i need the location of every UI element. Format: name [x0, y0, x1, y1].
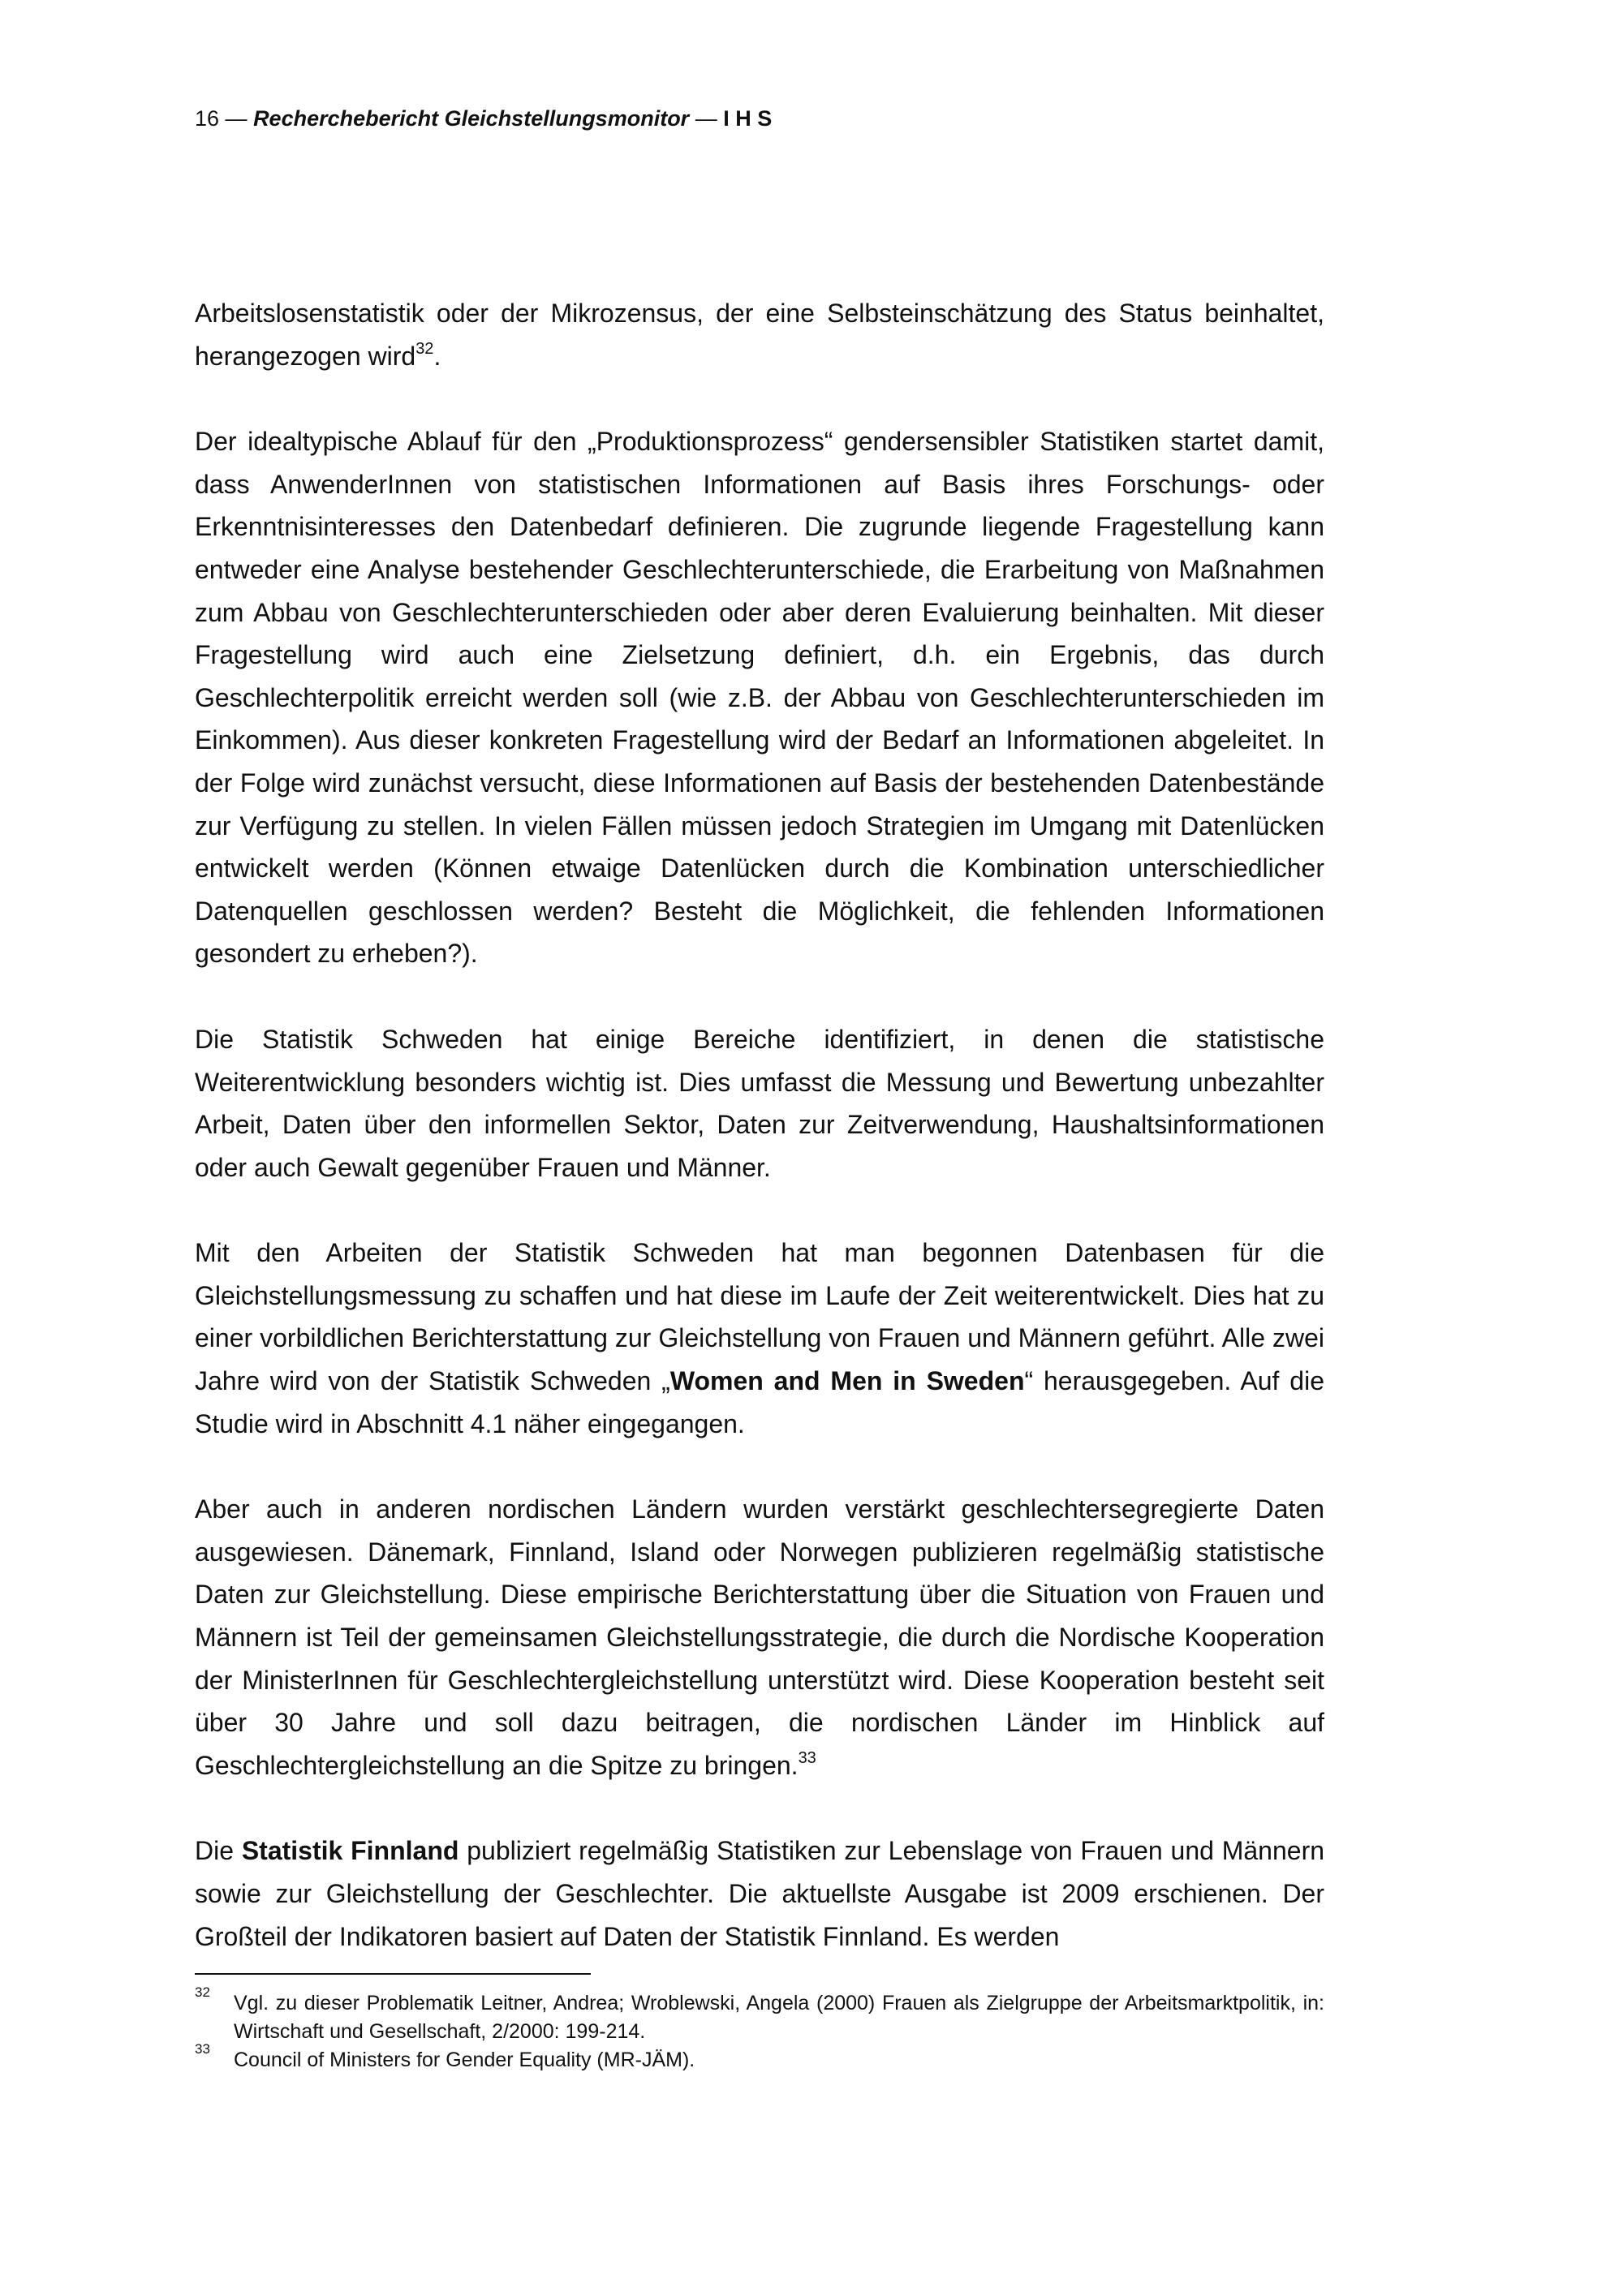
institution-name: Statistik Finnland: [241, 1836, 459, 1866]
body-text: [195, 292, 1324, 2001]
paragraph-text: Mit den Arbeiten der Statistik Schweden hat man begonnen Datenbasen für die Gleichstellungsmessung zu schaffen und hat diese im Laufe der Zeit weiterentwickelt. Dies hat zu einer vorbildlichen Berichterstattung zur Gleichstellung von Frauen und Männern geführt. Alle zwei Jahre wird von der Statistik Schweden „: [195, 1238, 1324, 1396]
footnote-number: 33: [195, 2041, 210, 2057]
paragraph-text: publiziert regelmäßig Statistiken zur Lebenslage von Frauen und Männern sowie zur Gleichstellung der Geschlechter. Die aktuellste Ausgabe ist 2009 erschienen. Der Großteil der Indikatoren basiert auf Daten der Statistik Finnland. Es werden: [195, 1836, 1325, 1951]
footnotes: [195, 1984, 1324, 2075]
footnote-ref-32[interactable]: 32: [415, 339, 434, 358]
footnote-32: [195, 1984, 1324, 2046]
paragraph-1: [195, 292, 1324, 377]
paragraph-2: Der idealtypische Ablauf für den „Produktionsprozess“ gendersensibler Statistiken startet damit, dass AnwenderInnen von statistischen Informationen auf Basis ihres Forschungs- oder Erkenntnisinteresses den Datenbedarf definieren. Die zugrunde liegende Fragestellung kann entweder eine Analyse bestehender Geschlechterunterschiede, die Erarbeitung von Maßnahmen zum Abbau von Geschlechterunterschieden oder aber deren Evaluierung beinhalten. Mit dieser Fragestellung wird auch eine Zielsetzung definiert, d.h. ein Ergebnis, das durch Geschlechterpolitik erreicht werden soll (wie z.B. der Abbau von Geschlechterunterschieden im Einkommen). Aus dieser konkreten Fragestellung wird der Bedarf an Informationen abgeleitet. In der Folge wird zunächst versucht, diese Informationen auf Basis der bestehenden Datenbestände zur Verfügung zu stellen. In vielen Fällen müssen jedoch Strategien im Umgang mit Datenlücken entwickelt werden (Können etwaige Datenlücken durch die Kombination unterschiedlicher Datenquellen geschlossen werden? Besteht die Möglichkeit, die fehlenden Informationen gesondert zu erheben?).: [195, 427, 1324, 969]
paragraph-text: .: [433, 341, 441, 371]
footnote-ref-33[interactable]: 33: [798, 1749, 816, 1768]
paragraph-4: [195, 1232, 1324, 1445]
document-title: Recherchebericht Gleichstellungsmonitor: [253, 106, 690, 131]
footnote-number: 32: [195, 1984, 210, 2000]
organization-name: I H S: [723, 106, 773, 131]
header-dash: —: [219, 106, 254, 131]
paragraph-3: Die Statistik Schweden hat einige Bereiche identifiziert, in denen die statistische Weiterentwicklung besonders wichtig ist. Dies umfasst die Messung und Bewertung unbezahlter Arbeit, Daten über den informellen Sektor, Daten zur Zeitverwendung, Haushaltsinformationen oder auch Gewalt gegenüber Frauen und Männer.: [195, 1024, 1324, 1182]
paragraph-text: Aber auch in anderen nordischen Ländern wurden verstärkt geschlechtersegregierte Daten ausgewiesen. Dänemark, Finnland, Island oder Norwegen publizieren regelmäßig statistische Daten zur Gleichstellung. Diese empirische Berichterstattung über die Situation von Frauen und Männern ist Teil der gemeinsamen Gleichstellungsstrategie, die durch die Nordische Kooperation der MinisterInnen für Geschlechtergleichstellung unterstützt wird. Diese Kooperation besteht seit über 30 Jahre und soll dazu beitragen, die nordischen Länder im Hinblick auf Geschlechtergleichstellung an die Spitze zu bringen.: [195, 1494, 1324, 1780]
paragraph-text: Die: [195, 1836, 242, 1866]
header-dash: —: [689, 106, 724, 131]
publication-title: Women and Men in Sweden: [669, 1366, 1025, 1396]
page-number: 16: [195, 106, 220, 131]
footnote-text: Vgl. zu dieser Problematik Leitner, Andrea; Wroblewski, Angela (2000) Frauen als Zielgruppe der Arbeitsmarktpolitik, in: Wirtschaft und Gesellschaft, 2/2000: 199-214.: [234, 1992, 1324, 2043]
paragraph-text: Arbeitslosenstatistik oder der Mikrozensus, der eine Selbsteinschätzung des Status beinhaltet, herangezogen wird: [195, 299, 1324, 371]
footnote-text: Council of Ministers for Gender Equality (MR-JÄM).: [234, 2049, 695, 2071]
footnote-33: [195, 2041, 1324, 2075]
footnote-separator: [195, 1973, 591, 1975]
running-header: [195, 104, 772, 133]
paragraph-5: [195, 1488, 1324, 1786]
paragraph-text: “ herausgegeben. Auf die Studie wird in Abschnitt 4.1 näher eingegangen.: [195, 1366, 1325, 1438]
paragraph-6: [195, 1829, 1324, 1958]
